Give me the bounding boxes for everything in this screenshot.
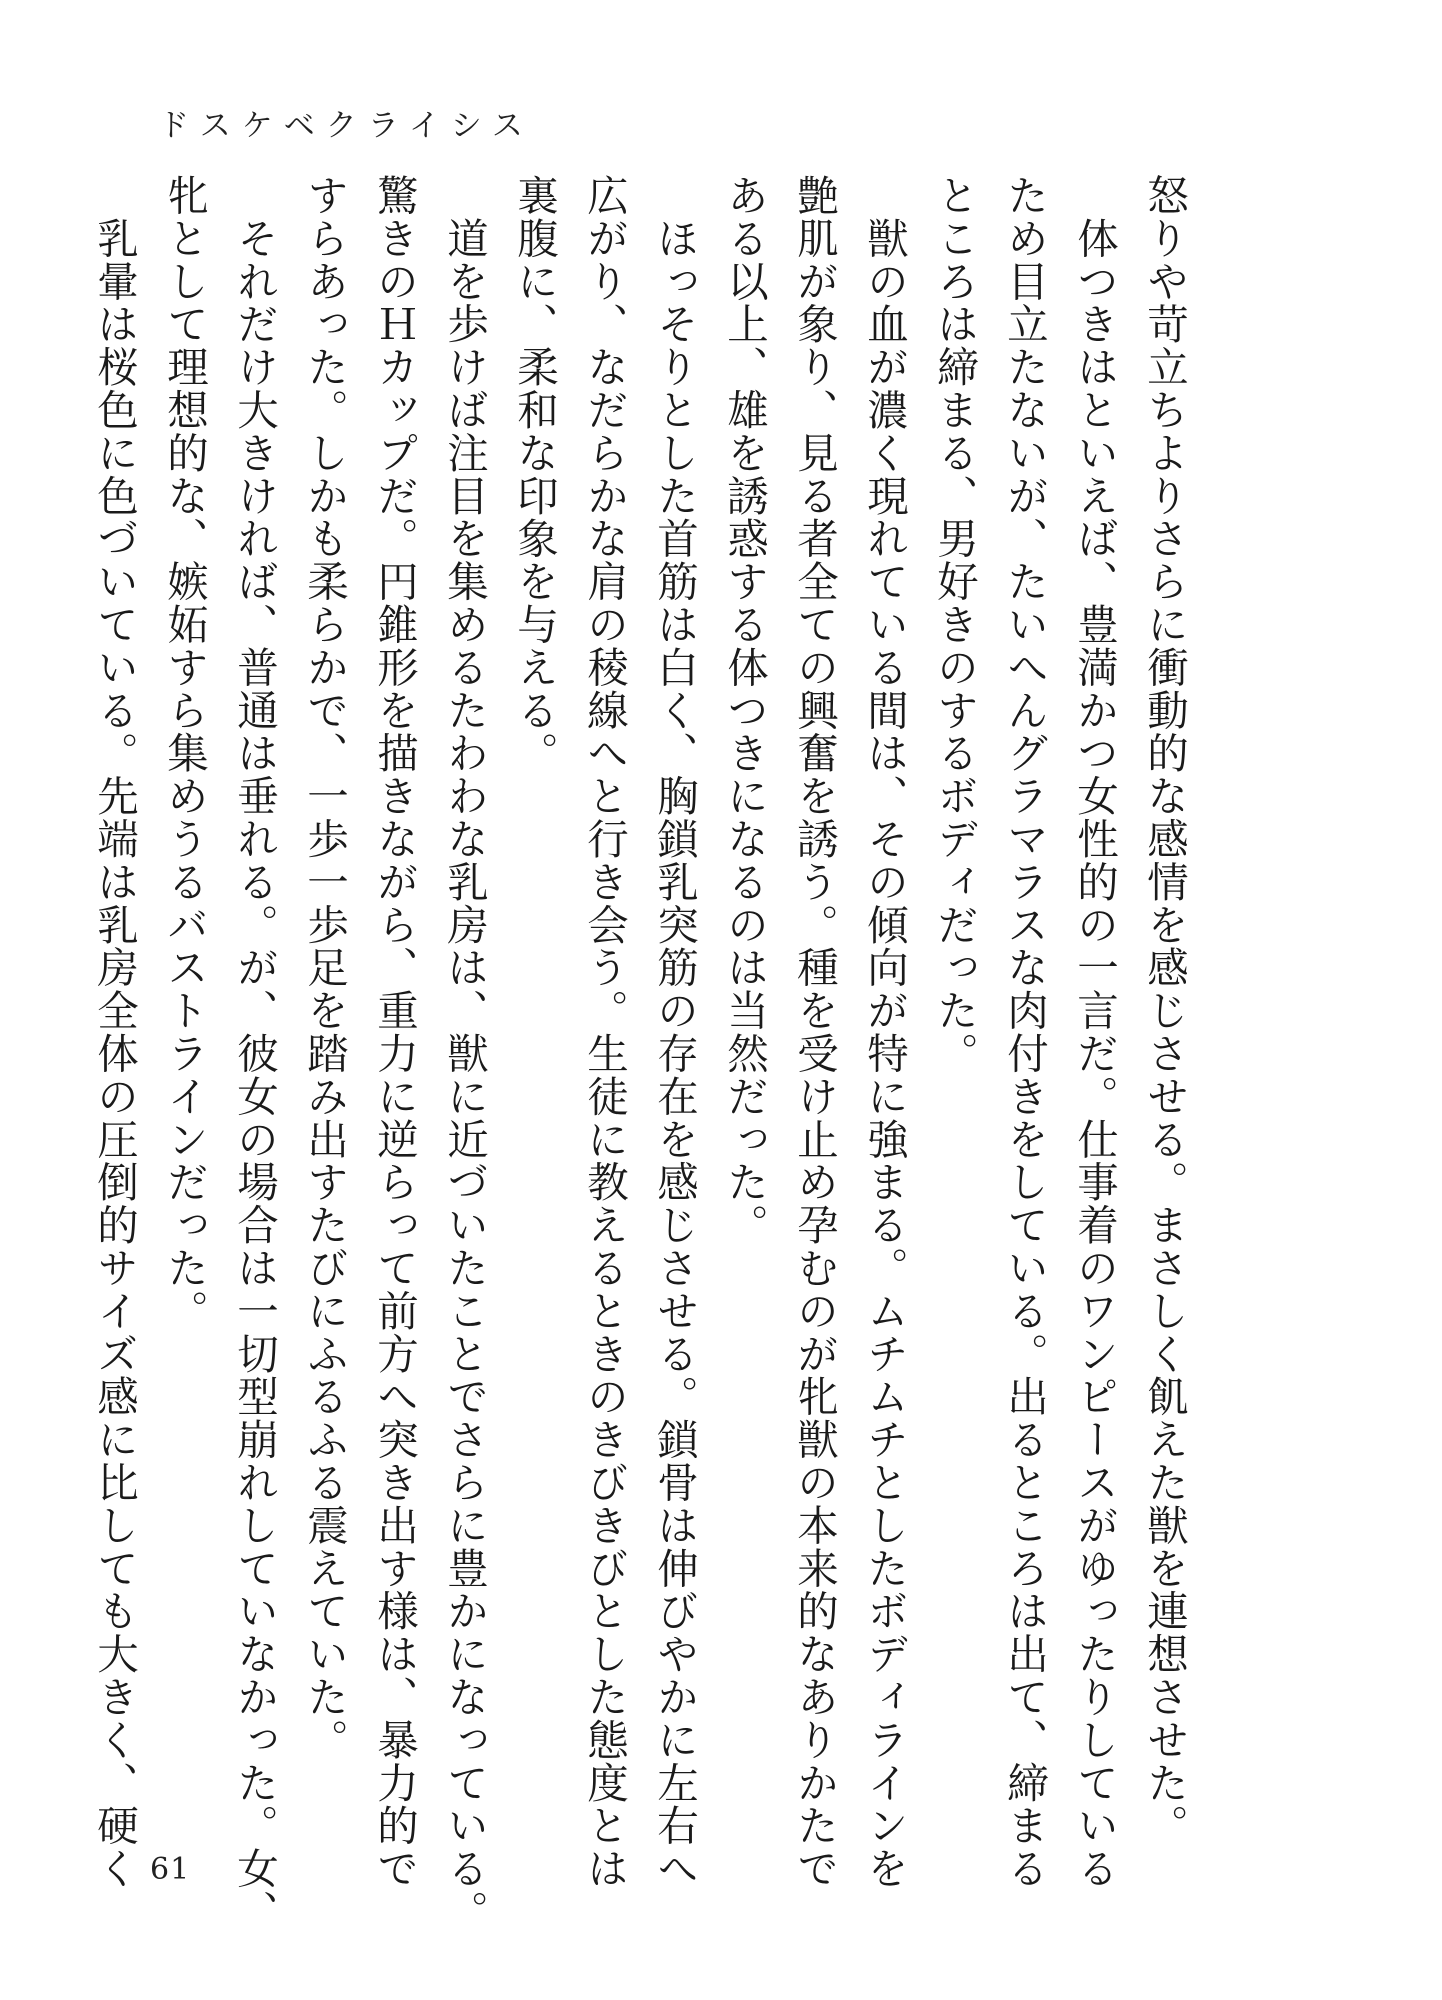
text-column: 乳暈は桜色に色づいている。先端は乳房全体の圧倒的サイズ感に比しても大きく、硬く bbox=[90, 174, 139, 1890]
text-column: 裏腹に、柔和な印象を与える。 bbox=[510, 174, 559, 775]
text-column: ところは締まる、男好きのするボディだった。 bbox=[930, 174, 979, 1075]
text-column: 体つきはといえば、豊満かつ女性的の一言だ。仕事着のワンピースがゆったりしている bbox=[1070, 174, 1119, 1890]
text-column: ある以上、雄を誘惑する体つきになるのは当然だった。 bbox=[720, 174, 769, 1247]
text-column: 艶肌が象り、見る者全ての興奮を誘う。種を受け止め孕むのが牝獣の本来的なありかたで bbox=[790, 174, 839, 1890]
text-column: 牝として理想的な、嫉妬すら集めうるバストラインだった。 bbox=[160, 174, 209, 1333]
text-column: 獣の血が濃く現れている間は、その傾向が特に強まる。ムチムチとしたボディラインを bbox=[860, 174, 909, 1890]
page-number: 61 bbox=[150, 1852, 191, 1887]
text-column: 道を歩けば注目を集めるたわわな乳房は、獣に近づいたことでさらに豊かになっている。 bbox=[440, 174, 489, 1933]
text-column: 驚きのＨカップだ。円錐形を描きながら、重力に逆らって前方へ突き出す様は、暴力的で bbox=[370, 174, 419, 1891]
text-column: ほっそりとした首筋は白く、胸鎖乳突筋の存在を感じさせる。鎖骨は伸びやかに左右へ bbox=[650, 174, 699, 1890]
text-column: ため目立たないが、たいへんグラマラスな肉付きをしている。出るところは出て、締まる bbox=[1000, 174, 1049, 1890]
running-head: ドスケベクライシス bbox=[158, 108, 534, 144]
text-column: 怒りや苛立ちよりさらに衝動的な感情を感じさせる。まさしく飢えた獣を連想させた。 bbox=[1140, 174, 1189, 1848]
text-column: 広がり、なだらかな肩の稜線へと行き会う。生徒に教えるときのきびきびとした態度とは bbox=[580, 174, 629, 1890]
text-column: それだけ大きければ、普通は垂れる。が、彼女の場合は一切型崩れしていなかった。女、 bbox=[230, 174, 279, 1933]
text-column: すらあった。しかも柔らかで、一歩一歩足を踏み出すたびにふるふる震えていた。 bbox=[300, 174, 349, 1762]
